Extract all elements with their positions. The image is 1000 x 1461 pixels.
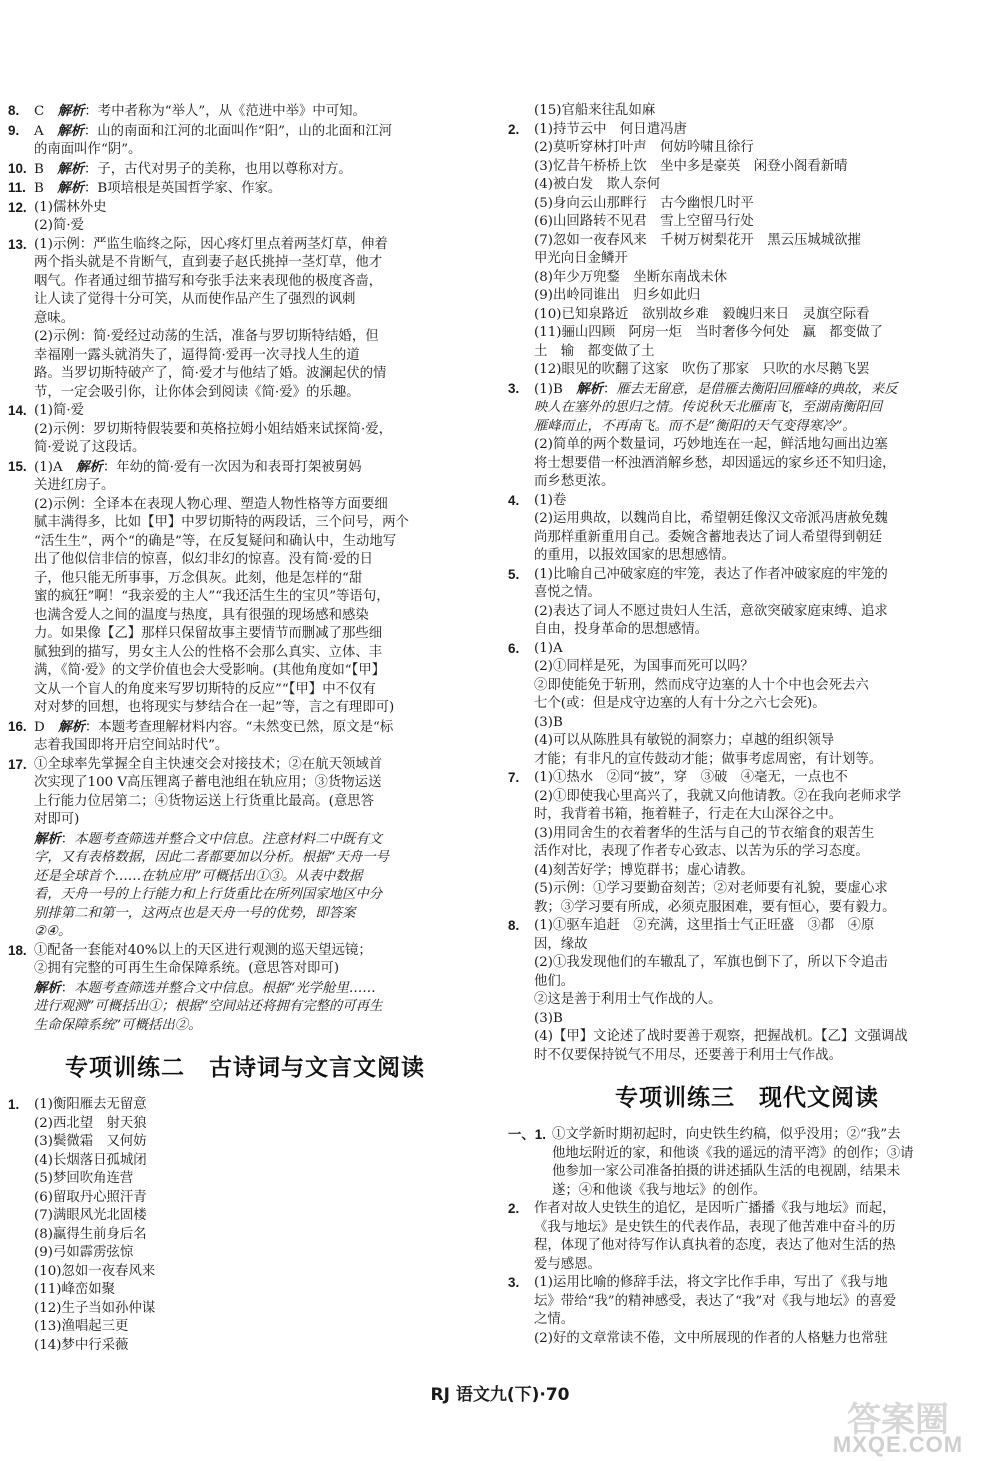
item-body — [34, 236, 482, 403]
item-number: 8. — [8, 103, 20, 118]
answer-line: 爱与感恩。 — [534, 1256, 601, 1272]
answer-line: 对即可) — [34, 812, 80, 827]
answer-line: (1)B 解析：雁去无留意，是借雁去衡阳回雁峰的典故，来反 — [534, 380, 898, 397]
answer-line: 甲光向日金鳞开 — [534, 251, 628, 266]
item-body — [34, 1096, 482, 1355]
answer-line: (4)被白发 欺人奈何 — [534, 177, 661, 192]
answer-line: 次实现了100 V高压锂离子蓄电池组在轨应用；③货物运送 — [34, 775, 382, 790]
item-number: 18. — [8, 942, 27, 958]
answer-line: 还是全球首个……在轨应用”可概括出①③。从表中数据 — [34, 868, 363, 884]
item-number: 1. — [8, 1097, 20, 1112]
item-body — [534, 102, 986, 121]
answer-line: (7)忽如一夜春风来 千树万树梨花开 黑云压城城欲摧 — [534, 232, 861, 248]
answer-line: ①文学新时期初起时，向史铁生约稿，似乎没用；②“我”去 — [552, 1127, 901, 1142]
item-number: 14. — [8, 403, 27, 418]
answer-line: 意味。 — [34, 310, 75, 326]
answer-line: 土 输 都变做了土 — [534, 343, 655, 359]
answer-line: 志着我国即将开启空间站时代”。 — [34, 738, 229, 753]
answer-line: (2)简·爱 — [34, 218, 85, 233]
answer-line: 看，天舟一号的上行能力和上行货重比在所列国家地区中分 — [34, 887, 383, 902]
item-body — [534, 640, 986, 770]
answer-line: (2)好的文章常读不倦，文中所展现的作者的人格魅力也常驻 — [534, 1330, 888, 1346]
answer-line: (9)出岭同谁出 归乡如此归 — [534, 288, 701, 303]
section-heading: 专项训练三 现代文阅读 — [615, 1085, 879, 1111]
item-body — [34, 102, 482, 122]
answer-line: (7)满眼风光北固楼 — [34, 1208, 147, 1223]
item-body — [534, 380, 986, 492]
answer-line: 之情。 — [534, 1312, 575, 1327]
answer-item — [508, 102, 986, 121]
answer-line: 两个指头就是不肯断气，直到妻子赵氏挑掉一茎灯草，他才 — [34, 255, 383, 270]
answer-line: (1)示例：严监生临终之际，因心疼灯里点着两茎灯草，伸着 — [34, 236, 388, 252]
answer-line: “活生生”，两个“的确是”等，在反复疑问和确认中，生动地写 — [34, 533, 397, 549]
answer-line: (2)表达了词人不愿过贵妇人生活，意欲突破家庭束缚、追求 — [534, 603, 888, 619]
answer-item — [508, 121, 986, 380]
answer-item — [508, 1274, 986, 1348]
item-number: 15. — [8, 458, 27, 474]
answer-line: 解析：本题考查筛选并整合文中信息。注意材料二中既有文 — [34, 830, 383, 847]
answer-line: ②拥有完整的可再生生命保障系统。(意思答对即可) — [34, 961, 340, 976]
answer-line: (2)运用典故，以魏尚自比，希望朝廷像汉文帝派冯唐赦免魏 — [534, 511, 888, 526]
answer-item — [508, 566, 986, 640]
item-body — [34, 199, 482, 236]
answer-line: 教；③学习要有所成，必须克服困难，要有恒心，要有毅力。 — [534, 899, 896, 915]
answer-line: 喜悦之情。 — [534, 585, 601, 600]
answer-item — [508, 1200, 986, 1274]
answer-line: (1)持节云中 何日遣冯唐 — [534, 121, 687, 137]
answer-line: 他参加一家公司准备拍摄的讲述插队生活的电视剧，结果未 — [552, 1164, 901, 1179]
item-body — [534, 121, 986, 380]
answer-line: (4)可以从陈胜具有敏锐的洞察力；卓越的组织领导 — [534, 733, 835, 748]
answer-line: (2)西北望 射天狼 — [34, 1115, 147, 1131]
answer-line: (4)【甲】文论述了战时要善于观察，把握战机。【乙】文强调战 — [534, 1029, 908, 1044]
answer-line: 也满含爱人之间的温度与热度，具有很强的现场感和感染 — [34, 607, 369, 623]
answer-line: (3)忆昔午桥桥上饮 坐中多是豪英 闲登小阁看新晴 — [534, 158, 848, 174]
answer-line: (2)①即使我心里高兴了，我就又向他请教。②在我向老师求学 — [534, 788, 902, 804]
item-body — [34, 718, 482, 756]
answer-line: (1)①驱车追赶 ②充满，这里指士气正旺盛 ③都 ④原 — [534, 918, 875, 933]
answer-line: 尚那样重新重用自己。委婉含蓄地表达了词人希望得到朝廷 — [534, 529, 883, 545]
answer-line: (6)山回路转不见君 雪上空留马行处 — [534, 214, 754, 229]
answer-line: 咽气。作者通过细节描写和夸张手法来表现他的极度吝啬， — [34, 273, 383, 289]
item-body — [534, 492, 986, 566]
answer-line: ②即使能免于斩刑，然而戍守边塞的人十个中也会死去六 — [534, 677, 869, 693]
answer-line: 上行能力位居第二；④货物运送上行货重比最高。(意思答 — [34, 793, 374, 809]
item-body — [552, 1126, 986, 1200]
answer-item — [508, 380, 986, 492]
answer-line: 七个(或：但是戍守边塞的人有十分之六七会死)。 — [534, 696, 826, 711]
answer-item — [8, 1096, 482, 1355]
answer-line: (1)运用比喻的修辞手法，将文字比作手串，写出了《我与地 — [534, 1275, 888, 1290]
answer-line: (3)用同舍生的衣着奢华的生活与自己的节衣缩食的艰苦生 — [534, 825, 875, 841]
answer-line: 幸福刚一露头就消失了，逼得简·爱再一次寻找人生的道 — [34, 347, 360, 363]
answer-line: 映人在塞外的思归之情。传说秋天北雁南飞，至湖南衡阳回 — [534, 400, 883, 415]
item-number: 2. — [508, 1201, 520, 1216]
answer-line: (5)身向云山那畔行 古今幽恨几时平 — [534, 195, 754, 211]
answer-item — [508, 1126, 986, 1200]
watermark-site: MXQE.COM — [832, 1432, 964, 1457]
answer-item — [8, 179, 482, 199]
answer-line: (3)B — [534, 1010, 563, 1026]
answer-line: (11)峰峦如聚 — [34, 1282, 116, 1297]
section-heading: 专项训练二 古诗词与文言文阅读 — [65, 1055, 425, 1081]
answer-line: 别排第二和第一，这两点也是天舟一号的优势，即答案 — [34, 905, 356, 921]
answer-line: (1)比喻自己冲破家庭的牢笼，表达了作者冲破家庭的牢笼的 — [534, 566, 888, 582]
item-body — [34, 122, 482, 160]
answer-line: A 解析：山的南面和江河的北面叫作“阳”，山的北面和江河 — [34, 122, 393, 139]
answer-line: 路。当罗切斯特破产了，简·爱才与他结了婚。波澜起伏的情 — [34, 366, 387, 381]
answer-line: (11)骊山四顾 阿房一炬 当时奢侈今何处 赢 都变做了 — [534, 325, 883, 340]
left-column — [8, 102, 482, 1355]
item-number: 3. — [508, 1275, 520, 1290]
answer-line: 的重用，以报效国家的思想感情。 — [534, 548, 735, 563]
item-body — [34, 402, 482, 458]
answer-line: (8)年少万兜鍪 坐断东南战未休 — [534, 269, 728, 285]
answer-item — [8, 199, 482, 236]
answer-item — [8, 160, 482, 180]
item-number: 9. — [8, 122, 20, 138]
watermark-logo: 答案圈 — [847, 1400, 949, 1440]
answer-line: 遂；④和他谈《我与地坛》的创作。 — [552, 1182, 767, 1198]
answer-item — [8, 102, 482, 122]
answer-line: 简·爱说了这段话。 — [34, 440, 146, 455]
item-number: 16. — [8, 718, 27, 734]
answer-line: (1)简·爱 — [34, 403, 85, 418]
answer-line: (13)渔唱起三更 — [34, 1319, 129, 1334]
answer-item — [8, 122, 482, 160]
answer-item — [8, 942, 482, 1036]
answer-line: (1)A 解析：年幼的简·爱有一次因为和表哥打架被舅妈 — [34, 458, 362, 475]
answer-line: (8)赢得生前身后名 — [34, 1226, 147, 1242]
answer-line: (1)①热水 ②同“披”，穿 ③破 ④毫无，一点也不 — [534, 770, 848, 785]
answer-line: (1)卷 — [534, 492, 567, 508]
page-footer: RJ 语文九(下)·70 — [430, 1385, 570, 1405]
item-number — [508, 102, 534, 121]
answer-item — [8, 402, 482, 458]
answer-line: ①配备一套能对40%以上的天区进行观测的巡天望远镜； — [34, 942, 372, 958]
answer-line: 出了他似信非信的惊喜，似幻非幻的惊喜。没有简·爱的日 — [34, 552, 374, 567]
answer-line: ②这是善于利用士气作战的人。 — [534, 992, 722, 1007]
answer-line: (1)衡阳雁去无留意 — [34, 1097, 147, 1112]
item-body — [534, 1274, 986, 1348]
answer-line: 将士想要借一杯浊酒消解乡愁，却因遥远的家乡还不知归途， — [534, 455, 896, 471]
item-number: 17. — [8, 756, 27, 772]
answer-line: (2)示例：全译本在表现人物心理、塑造人物性格等方面要细 — [34, 496, 388, 512]
answer-line: (5)示例：①学习要勤奋刻苦；②对老师要有礼貌，要虚心求 — [534, 881, 888, 896]
answer-line: 才能；有非凡的宣传鼓动才能；做事考虑周密，有计划等。 — [534, 751, 883, 767]
answer-line: 他地坛附近的家，和他谈《我的遥远的清平湾》的创作；③请 — [552, 1145, 914, 1161]
item-body — [34, 756, 482, 942]
answer-item — [8, 718, 482, 756]
item-number: 12. — [8, 199, 27, 215]
answer-item — [508, 640, 986, 770]
answer-line: 活作对比，表现了作者专心致志、以苦为乐的学习态度。 — [534, 844, 869, 859]
answer-line: B 解析：B项培根是英国哲学家、作家。 — [34, 180, 282, 196]
answer-line: D 解析：本题考查理解材料内容。“未然变已然，原文是“标 — [34, 718, 394, 735]
answer-line: (10)忽如一夜春风来 — [34, 1263, 156, 1279]
answer-line: 因，缘故 — [534, 936, 588, 952]
answer-item — [508, 917, 986, 1065]
answer-line: 进行观测”可概括出①；根据“空间站还将拥有完整的可再生 — [34, 999, 383, 1014]
answer-line: 他们。 — [534, 973, 575, 989]
answer-line: (2)①同样是死，为国事而死可以吗？ — [534, 659, 754, 674]
answer-line: 生命保障系统”可概括出②。 — [34, 1017, 202, 1033]
item-number: 7. — [508, 770, 520, 785]
answer-line: (10)已知泉路近 欲别故乡难 毅魄归来日 灵旗空际看 — [534, 306, 870, 322]
answer-line: ②④。 — [34, 924, 72, 939]
answer-line: 而乡愁更浓。 — [534, 474, 615, 489]
answer-item — [508, 492, 986, 566]
answer-line: 腻独到的描写，男女主人公的性格不会那么真实、立体、丰 — [34, 644, 383, 660]
item-body — [534, 1200, 986, 1274]
answer-line: (2)示例：罗切斯特假装要和英格拉姆小姐结婚来试探简·爱， — [34, 421, 392, 437]
answer-line: 关进红房子。 — [34, 478, 115, 493]
item-number: 5. — [508, 566, 520, 582]
answer-line: (1)A — [534, 640, 563, 656]
answer-line: 字，又有表格数据，因此二者都要加以分析。根据“天舟一号 — [34, 850, 389, 865]
answer-line: (2)示例：简·爱经过动荡的生活，准备与罗切斯特结婚，但 — [34, 329, 379, 344]
item-body — [534, 566, 986, 640]
answer-line: B 解析：子，古代对男子的美称，也用以尊称对方。 — [34, 160, 352, 177]
item-number: 4. — [508, 492, 520, 508]
answer-line: 力。如果像【乙】那样只保留故事主要情节而删减了那些细 — [34, 626, 383, 641]
item-number: 一、1. — [508, 1127, 546, 1142]
right-column — [508, 102, 986, 1348]
answer-line: 腻丰满得多，比如【甲】中罗切斯特的两段话，三个问号，两个 — [34, 515, 409, 530]
item-number: 10. — [8, 160, 27, 176]
item-body — [34, 942, 482, 1036]
answer-line: (14)梦中行采薇 — [34, 1337, 129, 1353]
item-number: 2. — [508, 121, 520, 137]
answer-line: (12)生子当如孙仲谋 — [34, 1300, 156, 1316]
site-watermark — [808, 1392, 988, 1456]
answer-line: C 解析：考中者称为“举人”，从《范进中举》中可知。 — [34, 103, 366, 119]
answer-line: (15)官船来往乱如麻 — [534, 103, 656, 118]
item-body — [34, 160, 482, 180]
answer-line: 坛》带给“我”的精神感受，表达了“我”对《我与地坛》的喜爱 — [534, 1293, 897, 1309]
answer-line: 《我与地坛》是史铁生的代表作品，表现了他苦难中奋斗的历 — [534, 1219, 896, 1235]
answer-line: 解析：本题考查筛选并整合文中信息。根据“光学舱里…… — [34, 979, 376, 996]
answer-line: (4)刻苦好学；博览群书；虚心请教。 — [534, 862, 754, 878]
answer-line: 文从一个盲人的角度来写罗切斯特的反应”“【甲】中不仅有 — [34, 681, 376, 697]
answer-line: (3)鬓微霜 又何妨 — [34, 1134, 147, 1149]
item-number: 8. — [508, 918, 520, 933]
answer-line: (2)莫听穿林打叶声 何妨吟啸且徐行 — [534, 140, 754, 155]
item-number: 13. — [8, 236, 27, 252]
answer-line: 蜜的疯狂”啊！“我亲爱的主人”“我还活生生的宝贝”等语句， — [34, 589, 390, 604]
item-body — [34, 458, 482, 718]
answer-line: (3)B — [534, 714, 563, 730]
item-number: 3. — [508, 380, 520, 396]
answer-line: 让人读了觉得十分可笑，从而使作品产生了强烈的讽刺 — [34, 292, 356, 307]
answer-line: 对对梦的回想，也将现实与梦结合在一起”等，言之有理即可) — [34, 700, 395, 715]
item-body — [534, 917, 986, 1065]
item-body — [34, 179, 482, 199]
answer-line: 时不仅要保持锐气不用尽，还要善于利用士气作战。 — [534, 1047, 842, 1063]
item-body — [534, 769, 986, 917]
answer-line: 作者对故人史铁生的追忆，是因听广播播《我与地坛》而起， — [534, 1201, 896, 1216]
answer-line: 满，《简·爱》的文学价值也会大受影响。(其他角度如“【甲】 — [34, 663, 386, 678]
answer-item — [8, 236, 482, 403]
answer-line: 子，他只能无所事事，万念俱灰。此刻，他是怎样的“甜 — [34, 570, 363, 586]
answer-line: ①全球率先掌握全自主快速交会对接技术；②在航天领域首 — [34, 756, 383, 772]
answer-line: (6)留取丹心照汗青 — [34, 1189, 147, 1205]
item-number: 6. — [508, 640, 520, 656]
answer-line: (4)长烟落日孤城闭 — [34, 1152, 147, 1168]
answer-line: 的南面叫作“阴”。 — [34, 142, 142, 157]
item-number: 11. — [8, 180, 26, 195]
answer-line: (5)梦回吹角连营 — [34, 1171, 134, 1186]
answer-line: (2)①我发现他们的车辙乱了，军旗也倒下了，所以下令追击 — [534, 955, 888, 970]
answer-line: (9)弓如霹雳弦惊 — [34, 1245, 134, 1260]
answer-line: (2)简单的两个数量词，巧妙地连在一起，鲜活地勾画出边塞 — [534, 437, 888, 452]
answer-item — [8, 458, 482, 718]
answer-line: 时，我背着书箱，拖着鞋子，行走在大山深谷之中。 — [534, 807, 842, 822]
answer-line: 节，一定会吸引你，让你体会到阅读《简·爱》的乐趣。 — [34, 384, 360, 400]
answer-line: 自由，投身革命的思想感情。 — [534, 622, 709, 637]
answer-line: (12)眼见的吹翻了这家 吹伤了那家 只吹的水尽鹅飞罢 — [534, 362, 870, 377]
answer-line: 程，体现了他对待写作认真执着的态度，表达了他对生活的热 — [534, 1238, 896, 1253]
answer-item — [8, 756, 482, 942]
answer-item — [508, 769, 986, 917]
answer-line: 雁峰而止，不再南飞。而不是“衡阳的天气变得寒冷”。 — [534, 418, 856, 434]
answer-line: (1)儒林外史 — [34, 199, 107, 215]
